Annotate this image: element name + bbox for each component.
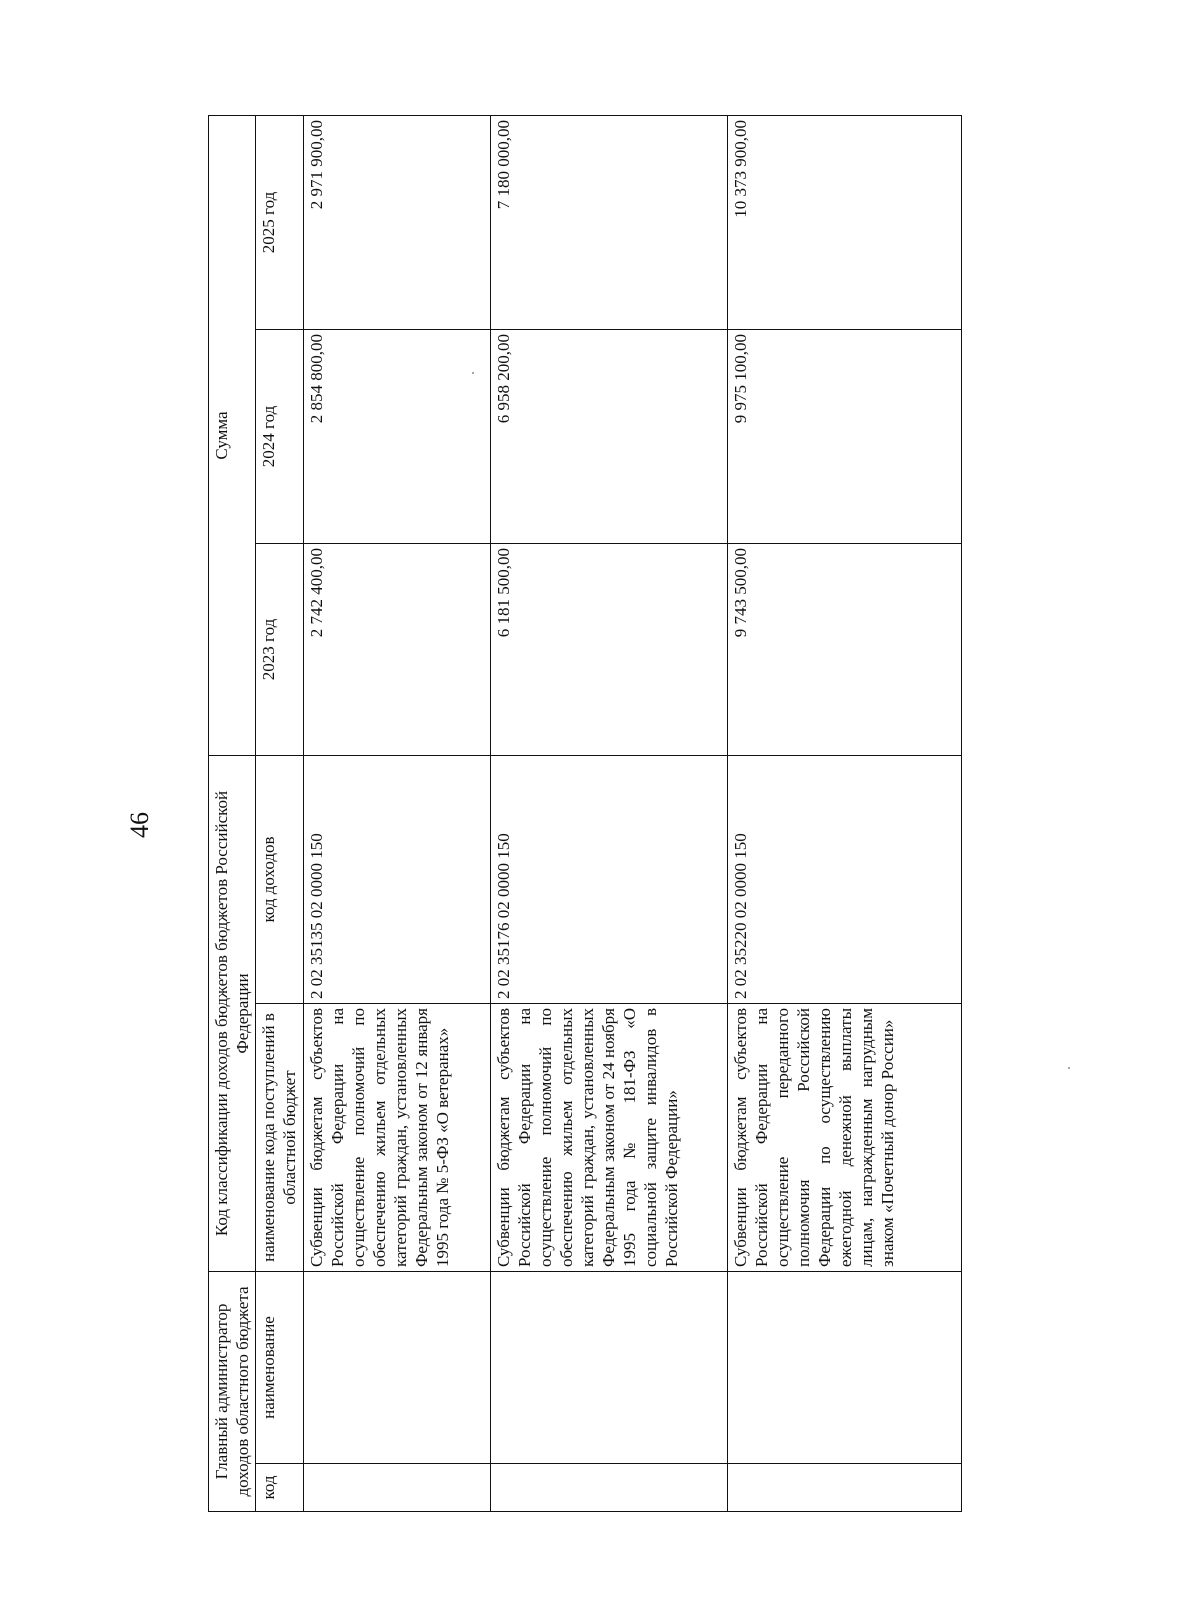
classification-group-header: Код классификации доходов бюджетов бюджетов Российской Федерации	[209, 756, 256, 1272]
income-code-cell: 2 02 35135 02 0000 150	[303, 756, 490, 1004]
income-code-header: код доходов	[256, 756, 303, 1004]
income-code-cell: 2 02 35220 02 0000 150	[728, 756, 962, 1004]
admin-name-cell	[303, 1272, 490, 1464]
amount-2025-cell: 2 971 900,00	[303, 116, 490, 330]
admin-code-cell	[490, 1464, 728, 1512]
amount-2024-cell: 6 958 200,00	[490, 330, 728, 544]
revenue-table	[208, 115, 962, 1512]
amount-2023-cell: 6 181 500,00	[490, 544, 728, 756]
admin-name-cell	[728, 1272, 962, 1464]
year-2024-header: 2024 год	[256, 330, 303, 544]
table-row	[490, 116, 728, 1512]
income-code-cell: 2 02 35176 02 0000 150	[490, 756, 728, 1004]
header-row-2	[256, 116, 303, 1512]
amount-2025-cell: 10 373 900,00	[728, 116, 962, 330]
year-2025-header: 2025 год	[256, 116, 303, 330]
admin-code-cell	[303, 1464, 490, 1512]
amount-2023-cell: 2 742 400,00	[303, 544, 490, 756]
scan-speck	[1068, 1067, 1070, 1069]
admin-code-header: код	[256, 1464, 303, 1512]
amount-2024-cell: 9 975 100,00	[728, 330, 962, 544]
income-name-header: наименование кода поступлений в областной бюджет	[256, 1004, 303, 1272]
year-2023-header: 2023 год	[256, 544, 303, 756]
sum-group-header: Сумма	[209, 116, 256, 756]
income-name-cell: Субвенции бюджетам субъектов Российской Федерации на осуществление переданного полномочия Российской Федерации по осуществлению ежегодной денежной выплаты лицам, награжденным нагрудным знаком «Почетный донор России»	[728, 1004, 962, 1272]
amount-2024-cell: 2 854 800,00	[303, 330, 490, 544]
income-name-cell: Субвенции бюджетам субъектов Российской Федерации на осуществление полномочий по обеспечению жильем отдельных категорий граждан, установленных Федеральным законом от 24 ноября 1995 года № 181-ФЗ «О социальной защите инвалидов в Российской Федерации»	[490, 1004, 728, 1272]
amount-2023-cell: 9 743 500,00	[728, 544, 962, 756]
page-number: 46	[125, 812, 154, 838]
admin-name-cell	[490, 1272, 728, 1464]
income-name-cell: Субвенции бюджетам субъектов Российской Федерации на осуществление полномочий по обеспечению жильем отдельных категорий граждан, установленных Федеральным законом от 12 января 1995 года № 5-ФЗ «О ветеранах»	[303, 1004, 490, 1272]
table-row	[303, 116, 490, 1512]
rotated-table-container	[208, 116, 962, 1512]
table-row	[728, 116, 962, 1512]
admin-group-header: Главный администратор доходов областного бюджета	[209, 1272, 256, 1512]
admin-name-header: наименование	[256, 1272, 303, 1464]
header-row-1	[209, 116, 256, 1512]
amount-2025-cell: 7 180 000,00	[490, 116, 728, 330]
scan-speck	[472, 372, 474, 374]
admin-code-cell	[728, 1464, 962, 1512]
